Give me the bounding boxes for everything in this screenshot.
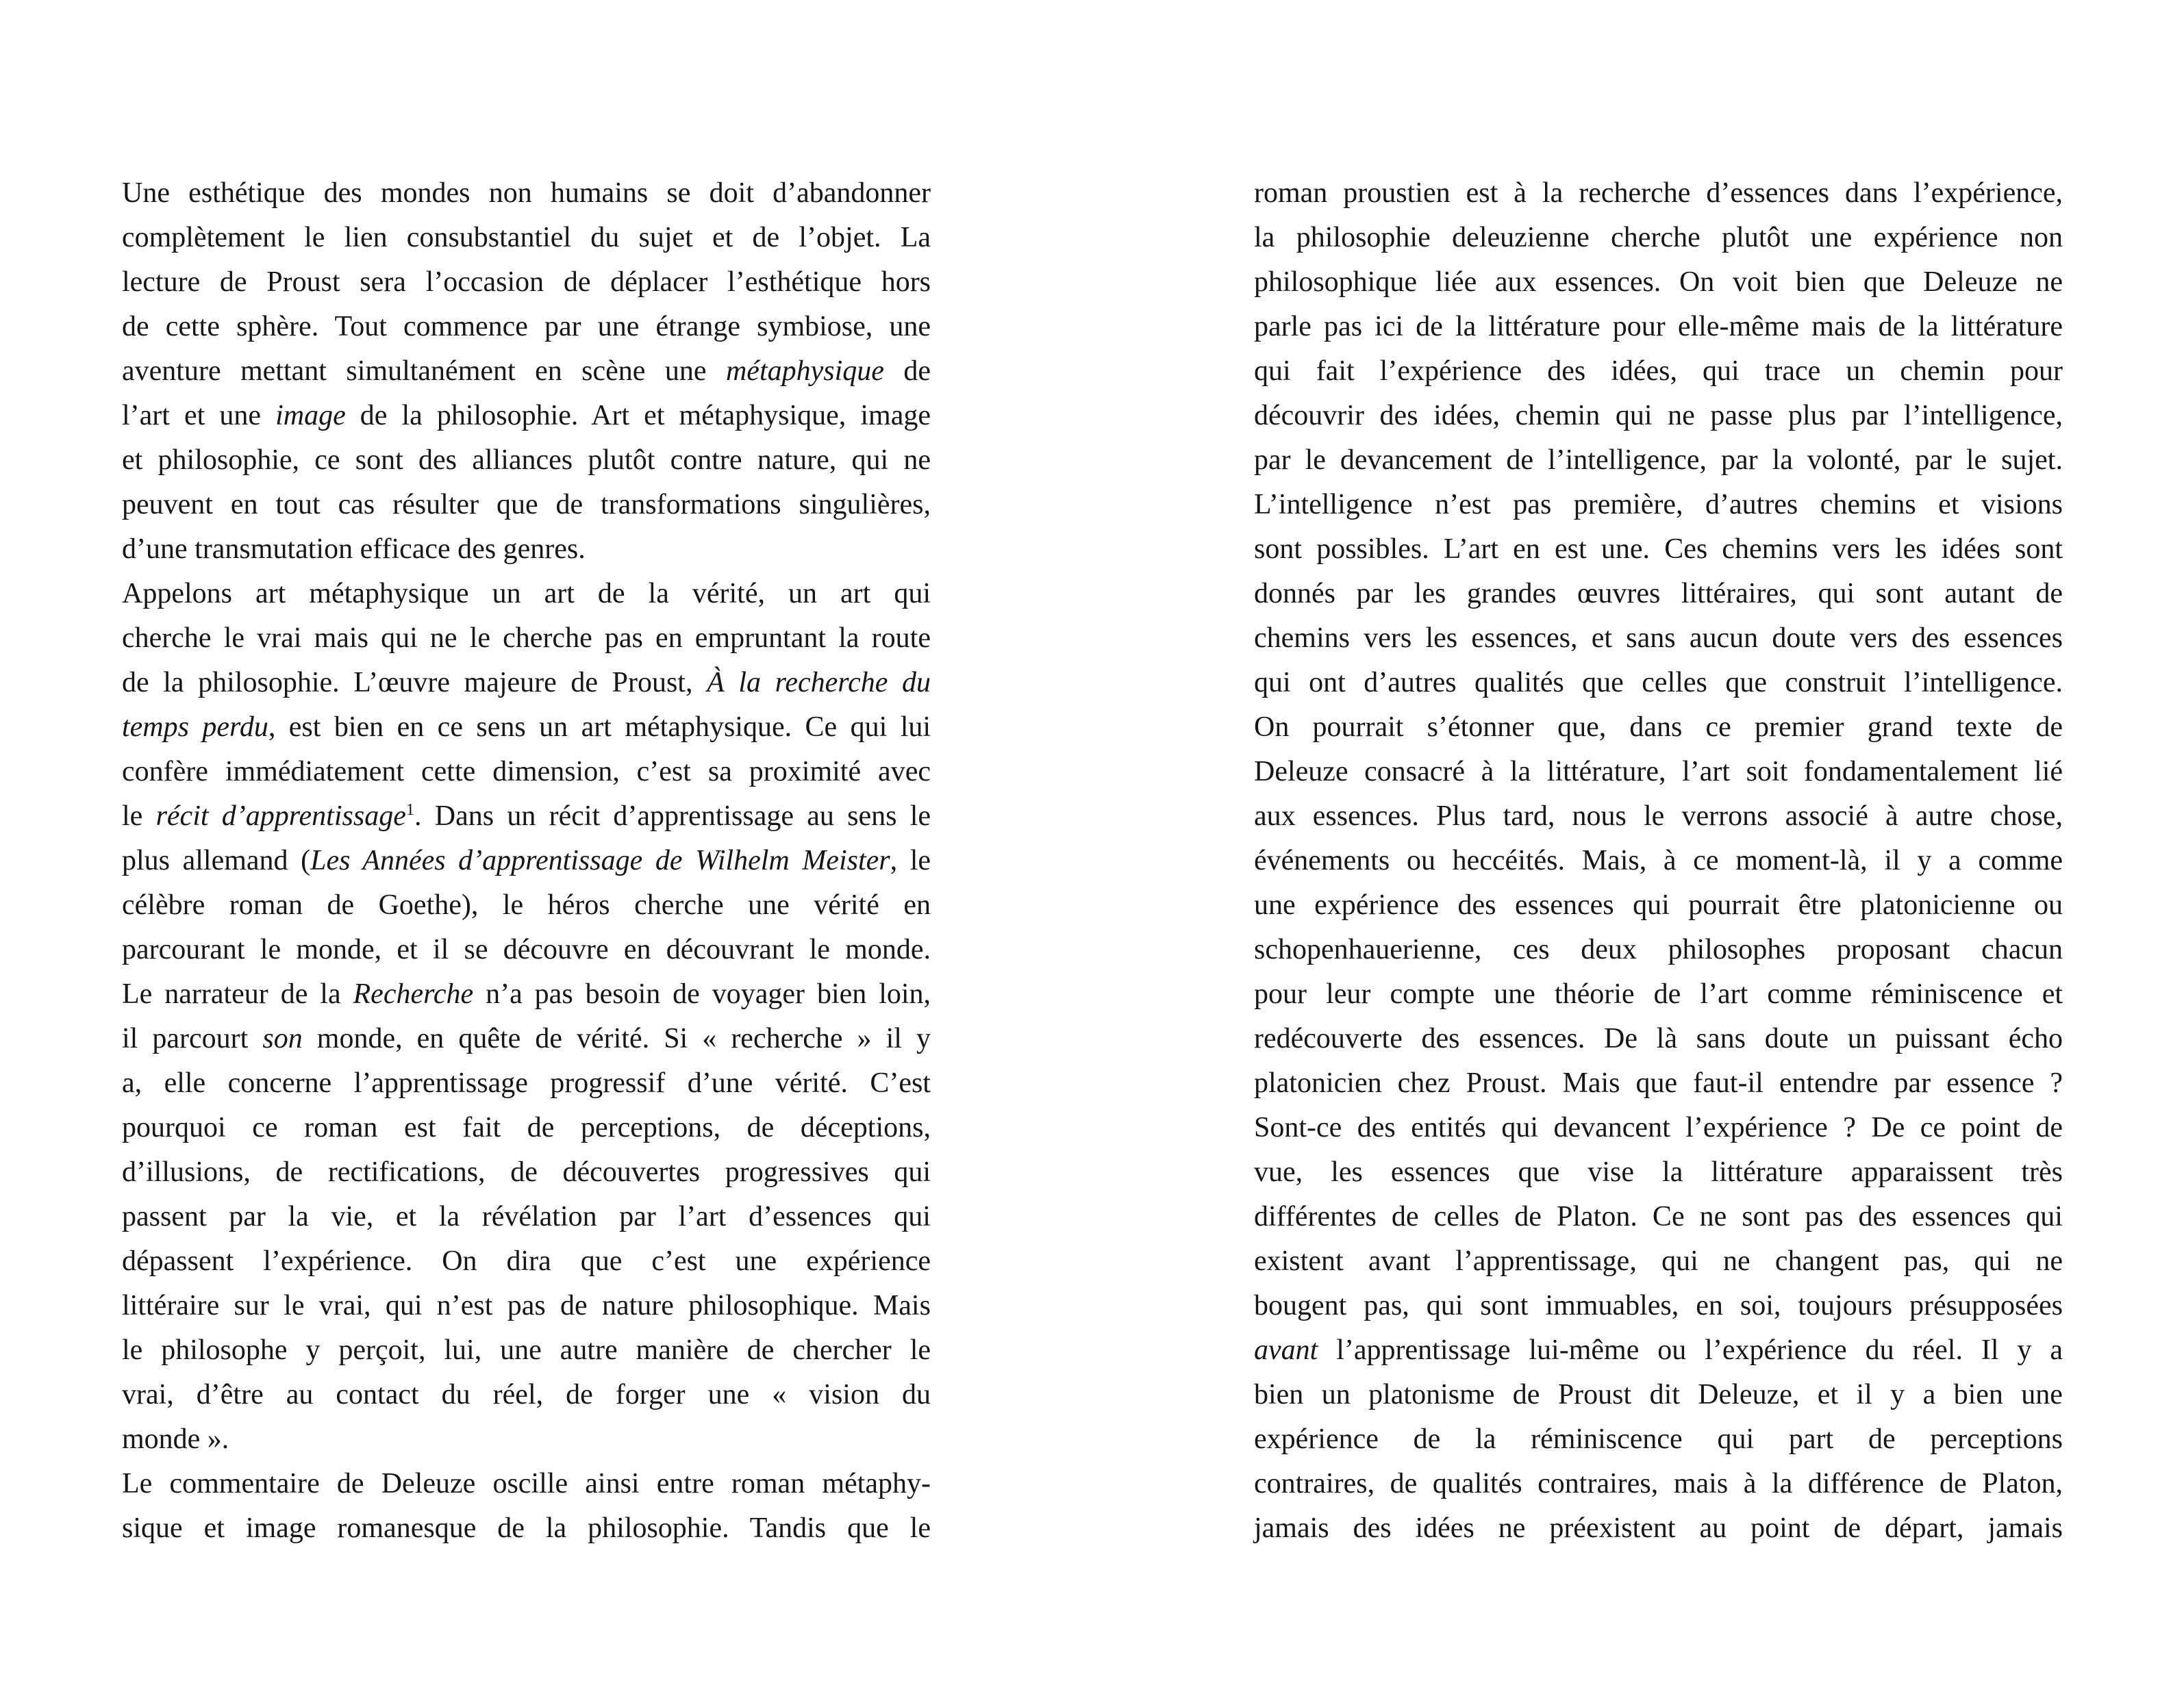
text-line [1254,705,2063,750]
text-line-content: Le narrateur de la Recherche n’a pas besoin de voyager bien loin, [122,978,931,1010]
text-line-content: d’une transmutation efficace des genres. [122,533,586,565]
text-line-content: plus allemand (Les Années d’apprentissage de Wilhelm Meister, le [122,845,931,876]
text-line-content: monde ». [122,1423,229,1455]
text-line-content: passent par la vie, et la révélation par l’art d’essences qui [122,1201,931,1232]
text-line-content: avant l’apprentissage lui-même ou l’expérience du réel. Il y a [1254,1334,2063,1366]
text-line-content: événements ou heccéités. Mais, à ce moment-là, il y a comme [1254,845,2063,876]
text-line [1254,1462,2063,1506]
text-line [122,260,931,305]
text-line-content: littéraire sur le vrai, qui n’est pas de nature philosophique. Mais [122,1290,931,1321]
text-line [122,1150,931,1195]
text-line-content: parcourant le monde, et il se découvre en découvrant le monde. [122,934,931,965]
text-line-content: par le devancement de l’intelligence, par la volonté, par le sujet. [1254,444,2063,476]
text-line [1254,1506,2063,1551]
text-line-content: existent avant l’apprentissage, qui ne changent pas, qui ne [1254,1245,2063,1277]
text-line [1254,216,2063,260]
text-line-content: confère immédiatement cette dimension, c’est sa proximité avec [122,756,931,787]
text-line [1254,1239,2063,1284]
text-line [122,750,931,794]
text-line [122,928,931,972]
text-line-content: L’intelligence n’est pas première, d’autres chemins et visions [1254,489,2063,520]
text-line-content: l’art et une image de la philosophie. Art et métaphysique, image [122,400,931,431]
text-line-content: Appelons art métaphysique un art de la vérité, un art qui [122,578,931,609]
text-line-content: Le commentaire de Deleuze oscille ainsi entre roman métaphy- [122,1468,931,1499]
text-line-content: jamais des idées ne préexistent au point de départ, jamais [1254,1512,2063,1544]
text-line [122,794,931,839]
text-line [1254,1328,2063,1373]
text-line-content: d’illusions, de rectifications, de découvertes progressives qui [122,1156,931,1188]
text-line [122,349,931,394]
text-line [122,1195,931,1239]
text-line-content: bougent pas, qui sont immuables, en soi, toujours présupposées [1254,1290,2063,1321]
italic-text: son [262,1023,303,1054]
text-line [1254,1017,2063,1061]
text-line [122,661,931,705]
text-line-content: Deleuze consacré à la littérature, l’art soit fondamentalement lié [1254,756,2063,787]
text-line [1254,171,2063,216]
text-line [122,1106,931,1150]
text-line-content: le philosophe y perçoit, lui, une autre manière de chercher le [122,1334,931,1366]
text-line [122,527,931,572]
italic-text: image [275,400,346,431]
text-line-content: sont possibles. L’art en est une. Ces chemins vers les idées sont [1254,533,2063,565]
text-line [122,438,931,483]
text-line [122,1506,931,1551]
italic-text: temps perdu [122,711,268,743]
text-line-content: de cette sphère. Tout commence par une étrange symbiose, une [122,311,931,342]
text-line [1254,883,2063,928]
text-line-content: qui ont d’autres qualités que celles que construit l’intelligence. [1254,667,2063,698]
text-line [1254,1195,2063,1239]
text-line-content: complètement le lien consubstantiel du sujet et de l’objet. La [122,222,931,253]
text-line [1254,349,2063,394]
text-line-content: bien un platonisme de Proust dit Deleuze, et il y a bien une [1254,1379,2063,1410]
text-line-content: sique et image romanesque de la philosophie. Tandis que le [122,1512,931,1544]
text-line [122,171,931,216]
italic-text: Recherche [353,978,474,1010]
text-line [1254,928,2063,972]
text-line [1254,616,2063,661]
text-line [1254,260,2063,305]
text-line-content: expérience de la réminiscence qui part de perceptions [1254,1423,2063,1455]
text-line-content: redécouverte des essences. De là sans doute un puissant écho [1254,1023,2063,1054]
text-line-content: lecture de Proust sera l’occasion de déplacer l’esthétique hors [122,266,931,298]
text-line-content: Sont-ce des entités qui devancent l’expérience ? De ce point de [1254,1112,2063,1143]
italic-text: À la recherche du [707,667,931,698]
text-line-content: pour leur compte une théorie de l’art comme réminiscence et [1254,978,2063,1010]
italic-text: métaphysique [725,355,884,387]
text-line-content: roman proustien est à la recherche d’essences dans l’expérience, [1254,177,2063,209]
text-line [1254,527,2063,572]
text-line [1254,1061,2063,1106]
text-line [1254,572,2063,616]
text-line [122,305,931,349]
text-line [122,483,931,527]
text-line [122,1284,931,1328]
text-line [122,616,931,661]
text-line [1254,750,2063,794]
text-line-content: différentes de celles de Platon. Ce ne sont pas des essences qui [1254,1201,2063,1232]
text-line [122,1328,931,1373]
text-line [122,572,931,616]
text-line-content: une expérience des essences qui pourrait être platonicienne ou [1254,889,2063,921]
text-line-content: vrai, d’être au contact du réel, de forger une « vision du [122,1379,931,1410]
text-line [122,1373,931,1417]
text-line [122,1417,931,1462]
text-line-content: aventure mettant simultanément en scène une métaphysique de [122,355,931,387]
text-line [122,883,931,928]
text-line-content: aux essences. Plus tard, nous le verrons associé à autre chose, [1254,800,2063,832]
text-line [122,972,931,1017]
text-line-content: contraires, de qualités contraires, mais à la différence de Platon, [1254,1468,2063,1499]
footnote-reference: 1 [405,800,415,819]
text-line [122,1061,931,1106]
text-line [122,1239,931,1284]
text-line [122,394,931,438]
text-line [1254,483,2063,527]
text-line [122,216,931,260]
text-line [122,839,931,883]
italic-text: récit d’apprentissage [155,800,406,832]
text-line-content: cherche le vrai mais qui ne le cherche pas en empruntant la route [122,622,931,654]
text-line [1254,1150,2063,1195]
text-line-content: Une esthétique des mondes non humains se doit d’abandonner [122,177,931,209]
text-line-content: et philosophie, ce sont des alliances plutôt contre nature, qui ne [122,444,931,476]
text-line [122,1462,931,1506]
text-line-content: il parcourt son monde, en quête de vérité. Si « recherche » il y [122,1023,931,1054]
right-page-text-column [1254,171,2063,1551]
text-line-content: célèbre roman de Goethe), le héros cherche une vérité en [122,889,931,921]
text-line [1254,1373,2063,1417]
text-line-content: donnés par les grandes œuvres littéraires, qui sont autant de [1254,578,2063,609]
text-line-content: a, elle concerne l’apprentissage progressif d’une vérité. C’est [122,1067,931,1099]
text-line [1254,839,2063,883]
text-line-content: peuvent en tout cas résulter que de transformations singulières, [122,489,931,520]
text-line-content: philosophique liée aux essences. On voit bien que Deleuze ne [1254,266,2063,298]
text-line [1254,394,2063,438]
text-line [122,705,931,750]
text-line-content: platonicien chez Proust. Mais que faut-il entendre par essence ? [1254,1067,2063,1099]
text-line-content: parle pas ici de la littérature pour elle-même mais de la littérature [1254,311,2063,342]
text-line [122,1017,931,1061]
text-line [1254,1417,2063,1462]
text-line [1254,1106,2063,1150]
text-line-content: temps perdu, est bien en ce sens un art métaphysique. Ce qui lui [122,711,931,743]
italic-text: avant [1254,1334,1318,1366]
text-line-content: dépassent l’expérience. On dira que c’est une expérience [122,1245,931,1277]
text-line [1254,1284,2063,1328]
text-line [1254,972,2063,1017]
italic-text: Les Années d’apprentissage de Wilhelm Meister [310,845,890,876]
left-page-text-column [122,171,931,1551]
text-line-content: la philosophie deleuzienne cherche plutôt une expérience non [1254,222,2063,253]
text-line-content: vue, les essences que vise la littérature apparaissent très [1254,1156,2063,1188]
text-line-content: pourquoi ce roman est fait de perceptions, de déceptions, [122,1112,931,1143]
text-line [1254,661,2063,705]
text-line [1254,438,2063,483]
text-line-content: de la philosophie. L’œuvre majeure de Proust, À la recherche du [122,667,931,698]
text-line-content: le récit d’apprentissage$^1$. Dans un récit d’apprentissage au sens le [122,800,931,832]
text-line-content: chemins vers les essences, et sans aucun doute vers des essences [1254,622,2063,654]
text-line-content: qui fait l’expérience des idées, qui trace un chemin pour [1254,355,2063,387]
text-line-content: découvrir des idées, chemin qui ne passe plus par l’intelligence, [1254,400,2063,431]
text-line-content: On pourrait s’étonner que, dans ce premier grand texte de [1254,711,2063,743]
text-line [1254,305,2063,349]
text-line-content: schopenhauerienne, ces deux philosophes proposant chacun [1254,934,2063,965]
text-line [1254,794,2063,839]
